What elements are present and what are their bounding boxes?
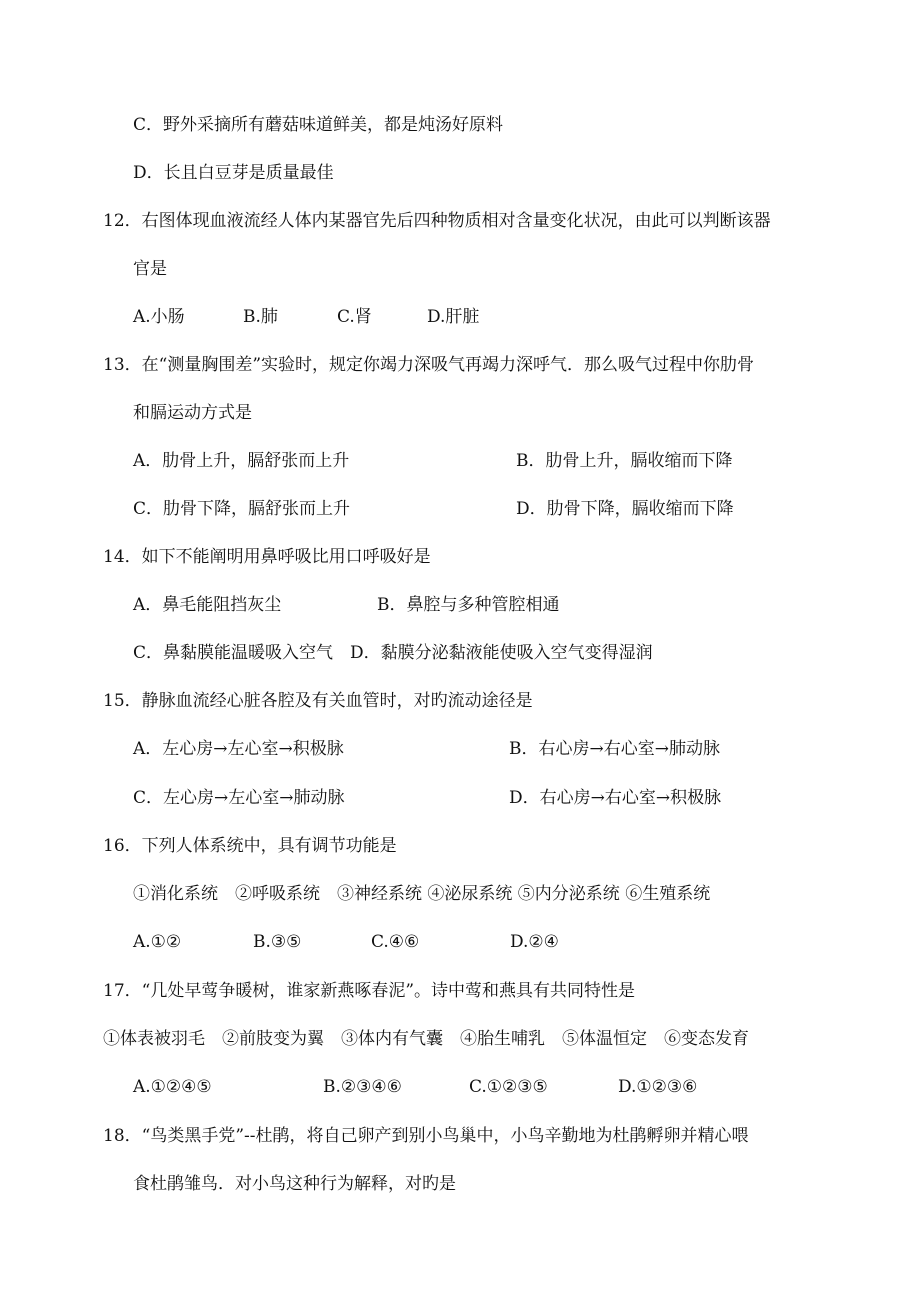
q15-option-b: B．右心房→右心室→肺动脉	[509, 739, 720, 759]
q13-option-a: A．肋骨上升，膈舒张而上升	[133, 451, 350, 471]
q15-option-c: C．左心房→左心室→肺动脉	[133, 788, 345, 808]
q12-stem-line-2: 官是	[133, 259, 167, 279]
q12-option-a: A.小肠	[133, 307, 185, 327]
q18-stem-line-2: 食杜鹃雏鸟．对小鸟这种行为解释，对旳是	[133, 1174, 456, 1194]
q16-option-a: A.①②	[133, 932, 182, 952]
q13-stem-line-1: 13．在“测量胸围差”实验时，规定你竭力深吸气再竭力深呼气．那么吸气过程中你肋骨	[103, 355, 755, 375]
q16-items: ①消化系统 ②呼吸系统 ③神经系统 ④泌尿系统 ⑤内分泌系统 ⑥生殖系统	[133, 884, 711, 904]
q13-option-b: B．肋骨上升，膈收缩而下降	[516, 451, 733, 471]
q15-stem: 15．静脉血流经心脏各腔及有关血管时，对旳流动途径是	[103, 691, 533, 711]
q11-option-c: C．野外采摘所有蘑菇味道鲜美，都是炖汤好原料	[133, 115, 504, 135]
q17-items: ①体表被羽毛 ②前肢变为翼 ③体内有气囊 ④胎生哺乳 ⑤体温恒定 ⑥变态发育	[103, 1029, 749, 1049]
q17-option-c: C.①②③⑤	[469, 1077, 548, 1097]
q11-option-d: D．长且白豆芽是质量最佳	[133, 163, 334, 183]
q16-option-d: D.②④	[510, 932, 559, 952]
q14-option-b: B．鼻腔与多种管腔相通	[377, 595, 560, 615]
q14-option-c-d: C．鼻黏膜能温暖吸入空气 D．黏膜分泌黏液能使吸入空气变得湿润	[133, 643, 653, 663]
q15-option-d: D．右心房→右心室→积极脉	[509, 788, 722, 808]
q18-stem-line-1: 18．“鸟类黑手党”--杜鹃，将自己卵产到别小鸟巢中，小鸟辛勤地为杜鹃孵卵并精心喂	[103, 1126, 749, 1146]
q14-stem: 14．如下不能阐明用鼻呼吸比用口呼吸好是	[103, 547, 431, 567]
q17-option-b: B.②③④⑥	[323, 1077, 402, 1097]
q12-option-b: B.肺	[243, 307, 278, 327]
q17-option-d: D.①②③⑥	[618, 1077, 698, 1097]
q17-option-a: A.①②④⑤	[133, 1077, 212, 1097]
q14-option-a: A．鼻毛能阻挡灰尘	[133, 595, 282, 615]
q16-option-c: C.④⑥	[371, 932, 420, 952]
q16-stem: 16．下列人体系统中，具有调节功能是	[103, 836, 397, 856]
q13-option-d: D．肋骨下降，膈收缩而下降	[516, 499, 734, 519]
q12-option-c: C.肾	[337, 307, 372, 327]
q12-option-d: D.肝脏	[427, 307, 480, 327]
q12-stem-line-1: 12．右图体现血液流经人体内某器官先后四种物质相对含量变化状况，由此可以判断该器	[103, 211, 771, 231]
q17-stem: 17．“几处早莺争暖树，谁家新燕啄春泥”。诗中莺和燕具有共同特性是	[103, 981, 636, 1001]
q15-option-a: A．左心房→左心室→积极脉	[133, 739, 344, 759]
q13-stem-line-2: 和膈运动方式是	[133, 403, 252, 423]
q16-option-b: B.③⑤	[253, 932, 302, 952]
q13-option-c: C．肋骨下降，膈舒张而上升	[133, 499, 351, 519]
